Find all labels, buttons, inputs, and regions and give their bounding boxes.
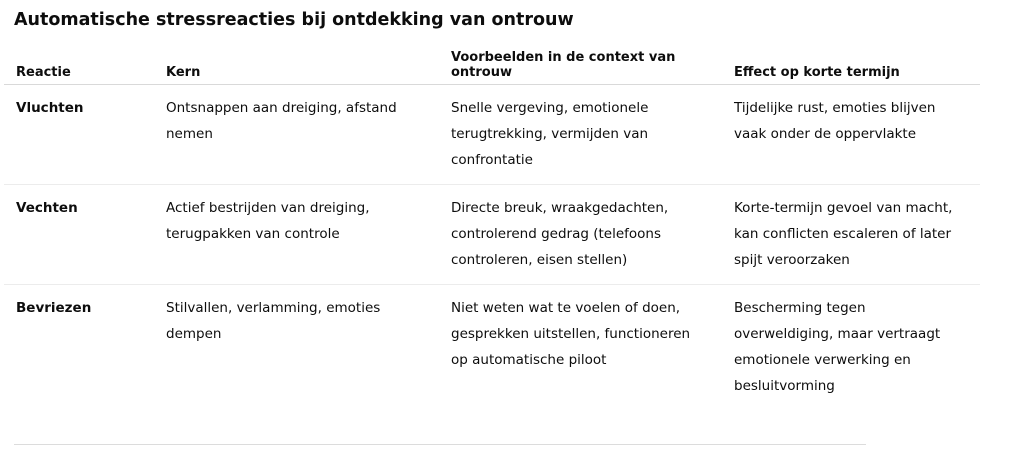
cell-voorbeelden: Niet weten wat te voelen of doen, gesprekken uitstellen, functioneren op automatische piloot bbox=[451, 300, 691, 368]
divider bbox=[14, 444, 866, 445]
cell-kern: Actief bestrijden van dreiging, terugpakken van controle bbox=[154, 185, 439, 285]
cell-reactie: Vechten bbox=[4, 185, 154, 285]
cell-kern: Stilvallen, verlamming, emoties dempen bbox=[166, 300, 381, 342]
header-voorbeelden: Voorbeelden in de context van ontrouw bbox=[439, 44, 722, 85]
cell-reactie: Vluchten bbox=[4, 85, 154, 185]
header-kern: Kern bbox=[154, 44, 439, 85]
table-header-row bbox=[4, 44, 980, 85]
cell-voorbeelden: Directe breuk, wraakgedachten, controlerend gedrag (telefoons controleren, eisen stellen) bbox=[439, 185, 722, 285]
table-row bbox=[4, 85, 980, 185]
cell-reactie: Bevriezen bbox=[16, 300, 92, 316]
cell-effect: Tijdelijke rust, emoties blijven vaak onder de oppervlakte bbox=[722, 85, 980, 185]
table-row bbox=[4, 285, 980, 411]
header-effect: Effect op korte termijn bbox=[722, 44, 980, 85]
stress-reactions-table bbox=[4, 44, 980, 410]
cell-effect: Korte-termijn gevoel van macht, kan conflicten escaleren of later spijt veroorzaken bbox=[722, 185, 980, 285]
page-title: Automatische stressreacties bij ontdekking van ontrouw bbox=[14, 10, 574, 30]
cell-voorbeelden: Snelle vergeving, emotionele terugtrekking, vermijden van confrontatie bbox=[439, 85, 722, 185]
cell-effect: Bescherming tegen overweldiging, maar vertraagt emotionele verwerking en besluitvorming bbox=[734, 300, 941, 394]
header-reactie: Reactie bbox=[4, 44, 154, 85]
table-row bbox=[4, 185, 980, 285]
cell-kern: Ontsnappen aan dreiging, afstand nemen bbox=[154, 85, 439, 185]
